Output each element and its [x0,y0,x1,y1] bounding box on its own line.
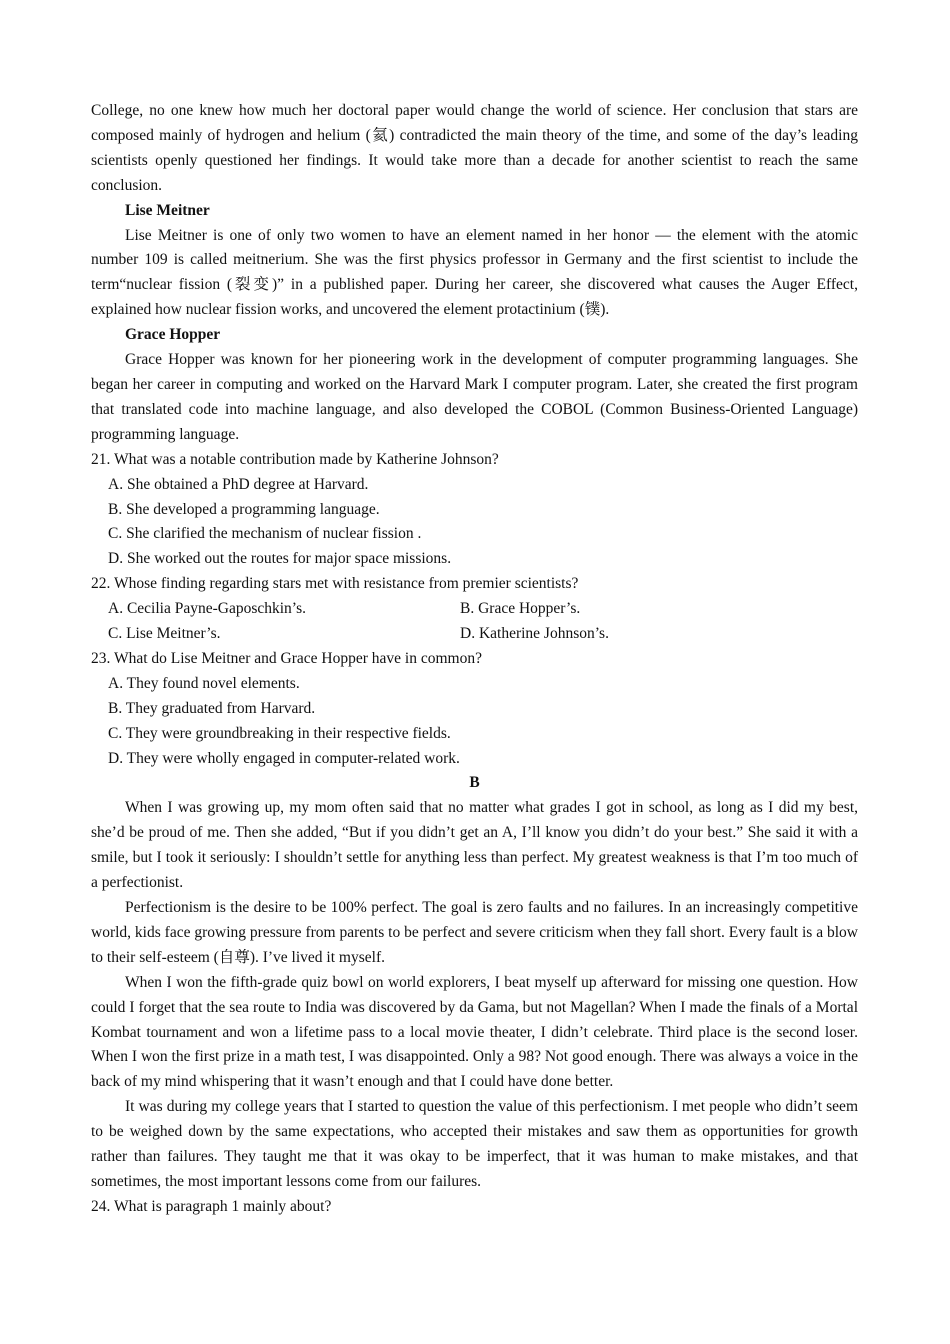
question-23-option-b: B. They graduated from Harvard. [108,699,316,717]
exam-page [91,99,858,1220]
question-22-stem: 22. Whose finding regarding stars met with resistance from premier scientists? [91,575,579,593]
passage-b-paragraph-3: When I won the fifth-grade quiz bowl on world explorers, I beat myself up afterward for missing one question. How could I forget that the sea route to India was discovered by da Gama, but not Magellan? When I made the finals of a Mortal Kombat tournament and won a lifetime pass to a local movie theater, I didn’t celebrate. Third place is the second loser. When I won the first prize in a math test, I was disappointed. Only a 98? Not good enough. There was always a voice in the back of my mind whispering that it wasn’t enough and that I could have done better. [91,973,858,1091]
paragraph-lise-meitner: Lise Meitner is one of only two women to have an element named in her honor — the element with the atomic number 109 is called meitnerium. She was the first physics professor in Germany and the first scientist to include the term“nuclear fission (裂变)” in a published paper. During her career, she discovered what causes the Auger Effect, explained how nuclear fission works, and uncovered the element protactinium (镤). [91,226,858,319]
passage-b-paragraph-2: Perfectionism is the desire to be 100% perfect. The goal is zero faults and no failures. In an increasingly competitive world, kids face growing pressure from parents to be perfect and severe criticism when they fall short. Every fault is a blow to their self-esteem (自尊). I’ve lived it myself. [91,899,858,966]
question-23-stem: 23. What do Lise Meitner and Grace Hopper have in common? [91,649,482,667]
passage-a-continuation: College, no one knew how much her doctoral paper would change the world of science. Her conclusion that stars are composed mainly of hydrogen and helium (氦) contradicted the main theory of the time, and some of the day’s leading scientists openly questioned her findings. It would take more than a decade for another scientist to reach the same conclusion. [91,102,858,194]
question-24-stem: 24. What is paragraph 1 mainly about? [91,1197,332,1215]
question-22-option-a: A. Cecilia Payne-Gaposchkin’s. [108,600,307,618]
question-21-option-c: C. She clarified the mechanism of nuclear fission . [108,525,422,543]
question-22-options-row-2 [91,622,858,647]
question-23-option-c: C. They were groundbreaking in their respective fields. [108,724,451,742]
heading-lise-meitner: Lise Meitner [125,201,210,219]
passage-b-paragraph-4: It was during my college years that I started to question the value of this perfectionism. I met people who didn’t seem to be weighed down by the same expectations, who accepted their mistakes and saw them as opportunities for growth rather than failures. They taught me that it was okay to be imperfect, that it was human to make mistakes, and that sometimes, the most important lessons come from our failures. [91,1098,858,1190]
question-21-option-a: A. She obtained a PhD degree at Harvard. [108,475,369,493]
question-22-option-b: B. Grace Hopper’s. [460,600,581,618]
question-22-options-row-1 [91,597,858,622]
question-22 [91,572,858,647]
question-21-option-b: B. She developed a programming language. [108,500,380,518]
question-22-option-d: D. Katherine Johnson’s. [460,625,609,643]
question-23-option-a: A. They found novel elements. [108,674,300,692]
paragraph-grace-hopper: Grace Hopper was known for her pioneering work in the development of computer programming languages. She began her career in computing and worked on the Harvard Mark I computer program. Later, she created the first program that translated code into machine language, and also developed the COBOL (Common Business-Oriented Language) programming language. [91,351,858,443]
question-21-option-d: D. She worked out the routes for major space missions. [108,550,452,568]
question-21-stem: 21. What was a notable contribution made by Katherine Johnson? [91,450,499,468]
section-label-b: B [469,774,480,792]
question-21 [91,448,858,573]
question-22-option-c: C. Lise Meitner’s. [108,625,221,643]
question-23 [91,647,858,772]
heading-grace-hopper: Grace Hopper [125,326,221,344]
passage-b-paragraph-1: When I was growing up, my mom often said that no matter what grades I got in school, as long as I did my best, she’d be proud of me. Then she added, “But if you didn’t get an A, I’ll know you didn’t do your best.” She said it with a smile, but I took it seriously: I shouldn’t settle for anything less than perfect. My greatest weakness is that I’m too much of a perfectionist. [91,799,858,892]
question-23-option-d: D. They were wholly engaged in computer-related work. [108,749,460,767]
